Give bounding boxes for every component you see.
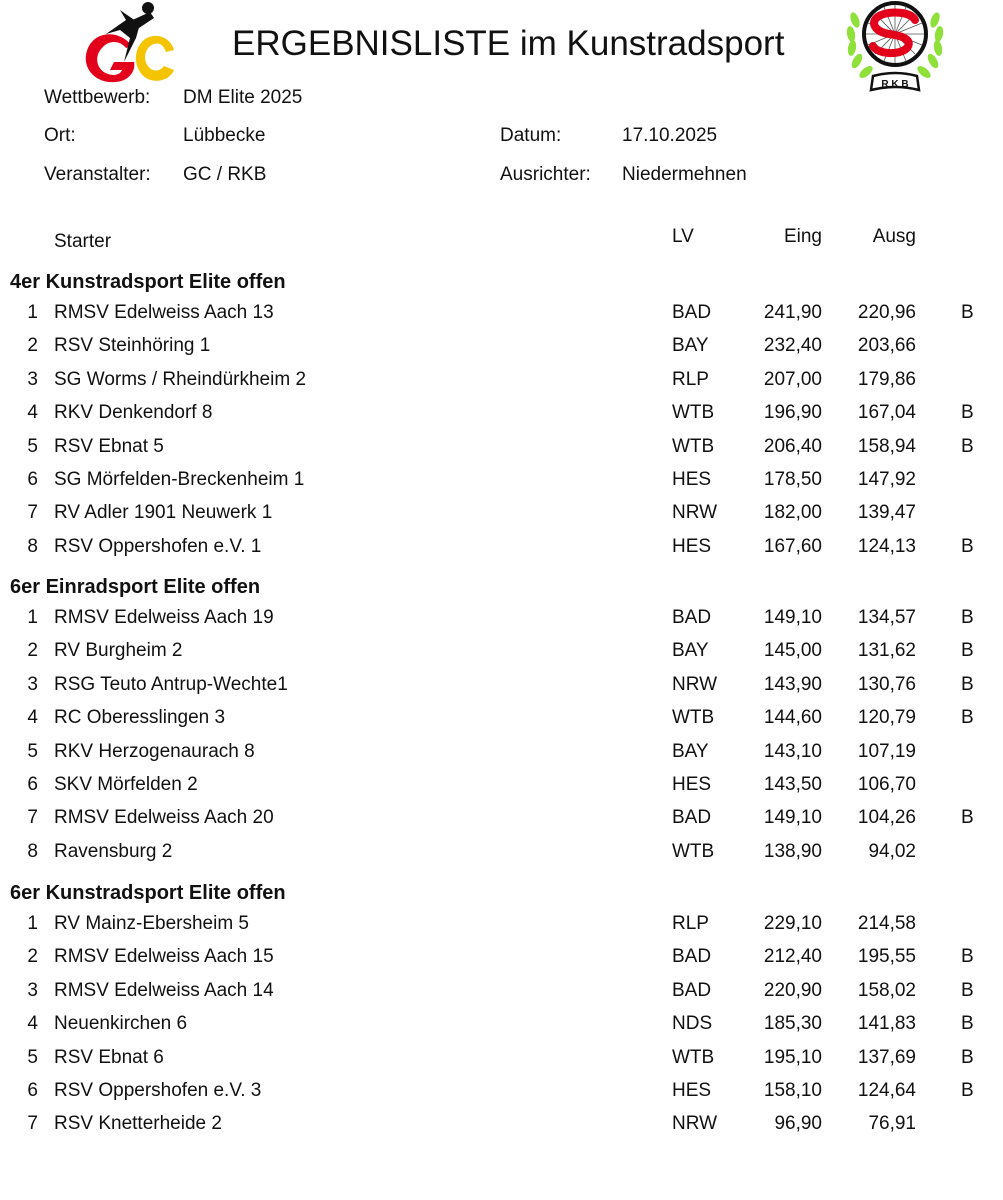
lv-cell: BAD	[672, 302, 712, 323]
lv-cell: BAY	[672, 640, 709, 661]
result-row	[0, 673, 1003, 697]
flag-cell: B	[961, 607, 974, 628]
eing-score-cell: 149,10	[763, 807, 822, 828]
eing-score-cell: 145,00	[763, 640, 822, 661]
lv-cell: BAD	[672, 807, 712, 828]
result-row	[0, 979, 1003, 1003]
starter-name-cell: RC Oberesslingen 3	[54, 707, 226, 728]
ausg-score-cell: 124,64	[857, 1080, 916, 1101]
ausg-score-cell: 137,69	[857, 1047, 916, 1068]
starter-name-cell: RKV Herzogenaurach 8	[54, 741, 255, 762]
starter-name-cell: RSV Knetterheide 2	[54, 1113, 222, 1134]
ausg-score-cell: 158,02	[857, 980, 916, 1001]
flag-cell: B	[961, 807, 974, 828]
lv-cell: RLP	[672, 369, 709, 390]
starter-name-cell: SG Mörfelden-Breckenheim 1	[54, 469, 305, 490]
column-header-ausg: Ausg	[872, 226, 916, 247]
flag-cell: B	[961, 402, 974, 423]
eing-score-cell: 241,90	[763, 302, 822, 323]
rank-cell: 5	[27, 1047, 38, 1068]
veranstalter-label: Veranstalter:	[44, 164, 151, 185]
rank-cell: 8	[27, 536, 38, 557]
eing-score-cell: 144,60	[763, 707, 822, 728]
flag-cell: B	[961, 536, 974, 557]
ausg-score-cell: 107,19	[857, 741, 916, 762]
rank-cell: 3	[27, 980, 38, 1001]
starter-name-cell: SKV Mörfelden 2	[54, 774, 198, 795]
lv-cell: BAY	[672, 741, 709, 762]
lv-cell: HES	[672, 469, 712, 490]
starter-name-cell: RSV Ebnat 5	[54, 436, 164, 457]
starter-name-cell: RV Mainz-Ebersheim 5	[54, 913, 250, 934]
starter-name-cell: Neuenkirchen 6	[54, 1013, 188, 1034]
eing-score-cell: 206,40	[763, 436, 822, 457]
rank-cell: 7	[27, 502, 38, 523]
starter-name-cell: RSG Teuto Antrup-Wechte1	[54, 674, 288, 695]
ausg-score-cell: 124,13	[857, 536, 916, 557]
section-title: 4er Kunstradsport Elite offen	[10, 271, 286, 293]
eing-score-cell: 220,90	[763, 980, 822, 1001]
section-title: 6er Einradsport Elite offen	[10, 576, 261, 598]
starter-name-cell: RKV Denkendorf 8	[54, 402, 213, 423]
flag-cell: B	[961, 946, 974, 967]
result-row	[0, 606, 1003, 630]
page-title: ERGEBNISLISTE im Kunstradsport	[232, 24, 785, 63]
datum-value: 17.10.2025	[622, 125, 718, 146]
ausg-score-cell: 139,47	[857, 502, 916, 523]
flag-cell: B	[961, 980, 974, 1001]
ausg-score-cell: 158,94	[857, 436, 916, 457]
eing-score-cell: 232,40	[763, 335, 822, 356]
starter-name-cell: RSV Oppershofen e.V. 1	[54, 536, 262, 557]
lv-cell: NDS	[672, 1013, 713, 1034]
result-row	[0, 773, 1003, 797]
starter-name-cell: RSV Ebnat 6	[54, 1047, 164, 1068]
result-row	[0, 740, 1003, 764]
eing-score-cell: 212,40	[763, 946, 822, 967]
ausg-score-cell: 94,02	[868, 841, 916, 862]
ausg-score-cell: 214,58	[857, 913, 916, 934]
ausg-score-cell: 167,04	[857, 402, 916, 423]
lv-cell: NRW	[672, 502, 718, 523]
result-row	[0, 639, 1003, 663]
lv-cell: BAD	[672, 607, 712, 628]
rank-cell: 1	[27, 302, 38, 323]
result-row	[0, 1079, 1003, 1103]
rank-cell: 2	[27, 640, 38, 661]
result-row	[0, 1046, 1003, 1070]
eing-score-cell: 167,60	[763, 536, 822, 557]
result-row	[0, 468, 1003, 492]
section-title: 6er Kunstradsport Elite offen	[10, 882, 286, 904]
result-row	[0, 1112, 1003, 1136]
result-row	[0, 1012, 1003, 1036]
rank-cell: 4	[27, 707, 38, 728]
rank-cell: 2	[27, 946, 38, 967]
eing-score-cell: 185,30	[763, 1013, 822, 1034]
ausrichter-label: Ausrichter:	[500, 164, 591, 185]
ausg-score-cell: 220,96	[857, 302, 916, 323]
starter-name-cell: RMSV Edelweiss Aach 19	[54, 607, 274, 628]
ort-label: Ort:	[44, 125, 76, 146]
lv-cell: BAD	[672, 946, 712, 967]
result-row	[0, 912, 1003, 936]
rank-cell: 6	[27, 469, 38, 490]
rank-cell: 4	[27, 402, 38, 423]
starter-name-cell: RSV Steinhöring 1	[54, 335, 211, 356]
lv-cell: WTB	[672, 436, 715, 457]
rank-cell: 5	[27, 741, 38, 762]
result-row	[0, 706, 1003, 730]
eing-score-cell: 143,10	[763, 741, 822, 762]
eing-score-cell: 178,50	[763, 469, 822, 490]
ausg-score-cell: 203,66	[857, 335, 916, 356]
starter-name-cell: RMSV Edelweiss Aach 20	[54, 807, 274, 828]
eing-score-cell: 143,50	[763, 774, 822, 795]
eing-score-cell: 182,00	[763, 502, 822, 523]
eing-score-cell: 96,90	[774, 1113, 822, 1134]
lv-cell: HES	[672, 1080, 712, 1101]
column-header-starter: Starter	[54, 231, 112, 252]
ausg-score-cell: 130,76	[857, 674, 916, 695]
eing-score-cell: 149,10	[763, 607, 822, 628]
result-row	[0, 368, 1003, 392]
rank-cell: 1	[27, 607, 38, 628]
rank-cell: 4	[27, 1013, 38, 1034]
lv-cell: HES	[672, 536, 712, 557]
lv-cell: RLP	[672, 913, 709, 934]
starter-name-cell: RMSV Edelweiss Aach 15	[54, 946, 274, 967]
lv-cell: WTB	[672, 402, 715, 423]
rank-cell: 6	[27, 1080, 38, 1101]
starter-name-cell: RMSV Edelweiss Aach 14	[54, 980, 274, 1001]
rank-cell: 2	[27, 335, 38, 356]
starter-name-cell: Ravensburg 2	[54, 841, 173, 862]
result-row	[0, 334, 1003, 358]
flag-cell: B	[961, 707, 974, 728]
eing-score-cell: 207,00	[763, 369, 822, 390]
ausg-score-cell: 131,62	[857, 640, 916, 661]
eing-score-cell: 195,10	[763, 1047, 822, 1068]
veranstalter-value: GC / RKB	[183, 164, 267, 185]
result-row	[0, 501, 1003, 525]
result-row	[0, 806, 1003, 830]
eing-score-cell: 143,90	[763, 674, 822, 695]
result-row	[0, 435, 1003, 459]
starter-name-cell: SG Worms / Rheindürkheim 2	[54, 369, 307, 390]
eing-score-cell: 138,90	[763, 841, 822, 862]
eing-score-cell: 158,10	[763, 1080, 822, 1101]
ausg-score-cell: 76,91	[868, 1113, 916, 1134]
ort-value: Lübbecke	[183, 125, 266, 146]
rank-cell: 3	[27, 674, 38, 695]
starter-name-cell: RMSV Edelweiss Aach 13	[54, 302, 274, 323]
rank-cell: 7	[27, 807, 38, 828]
ausg-score-cell: 134,57	[857, 607, 916, 628]
rank-cell: 3	[27, 369, 38, 390]
rank-cell: 1	[27, 913, 38, 934]
ausg-score-cell: 141,83	[857, 1013, 916, 1034]
flag-cell: B	[961, 640, 974, 661]
lv-cell: NRW	[672, 674, 718, 695]
flag-cell: B	[961, 1013, 974, 1034]
lv-cell: NRW	[672, 1113, 718, 1134]
result-row	[0, 301, 1003, 325]
ausg-score-cell: 106,70	[857, 774, 916, 795]
lv-cell: BAD	[672, 980, 712, 1001]
ausg-score-cell: 120,79	[857, 707, 916, 728]
lv-cell: WTB	[672, 1047, 715, 1068]
flag-cell: B	[961, 436, 974, 457]
gc-logo-icon	[76, 0, 180, 86]
ausg-score-cell: 147,92	[857, 469, 916, 490]
starter-name-cell: RSV Oppershofen e.V. 3	[54, 1080, 262, 1101]
flag-cell: B	[961, 302, 974, 323]
datum-label: Datum:	[500, 125, 562, 146]
rank-cell: 5	[27, 436, 38, 457]
lv-cell: WTB	[672, 707, 715, 728]
eing-score-cell: 229,10	[763, 913, 822, 934]
rkb-logo-icon	[841, 0, 949, 96]
ausg-score-cell: 195,55	[857, 946, 916, 967]
lv-cell: HES	[672, 774, 712, 795]
ausrichter-value: Niedermehnen	[622, 164, 747, 185]
starter-name-cell: RV Burgheim 2	[54, 640, 183, 661]
column-header-lv: LV	[672, 226, 694, 247]
wettbewerb-label: Wettbewerb:	[44, 87, 151, 108]
column-header-eing: Eing	[783, 226, 822, 247]
lv-cell: WTB	[672, 841, 715, 862]
rank-cell: 7	[27, 1113, 38, 1134]
result-row	[0, 535, 1003, 559]
ausg-score-cell: 179,86	[857, 369, 916, 390]
wettbewerb-value: DM Elite 2025	[183, 87, 303, 108]
svg-text:R K B: R K B	[881, 79, 909, 90]
rank-cell: 8	[27, 841, 38, 862]
flag-cell: B	[961, 674, 974, 695]
rank-cell: 6	[27, 774, 38, 795]
result-row	[0, 945, 1003, 969]
eing-score-cell: 196,90	[763, 402, 822, 423]
result-row	[0, 401, 1003, 425]
flag-cell: B	[961, 1080, 974, 1101]
result-row	[0, 840, 1003, 864]
ausg-score-cell: 104,26	[857, 807, 916, 828]
flag-cell: B	[961, 1047, 974, 1068]
lv-cell: BAY	[672, 335, 709, 356]
starter-name-cell: RV Adler 1901 Neuwerk 1	[54, 502, 273, 523]
